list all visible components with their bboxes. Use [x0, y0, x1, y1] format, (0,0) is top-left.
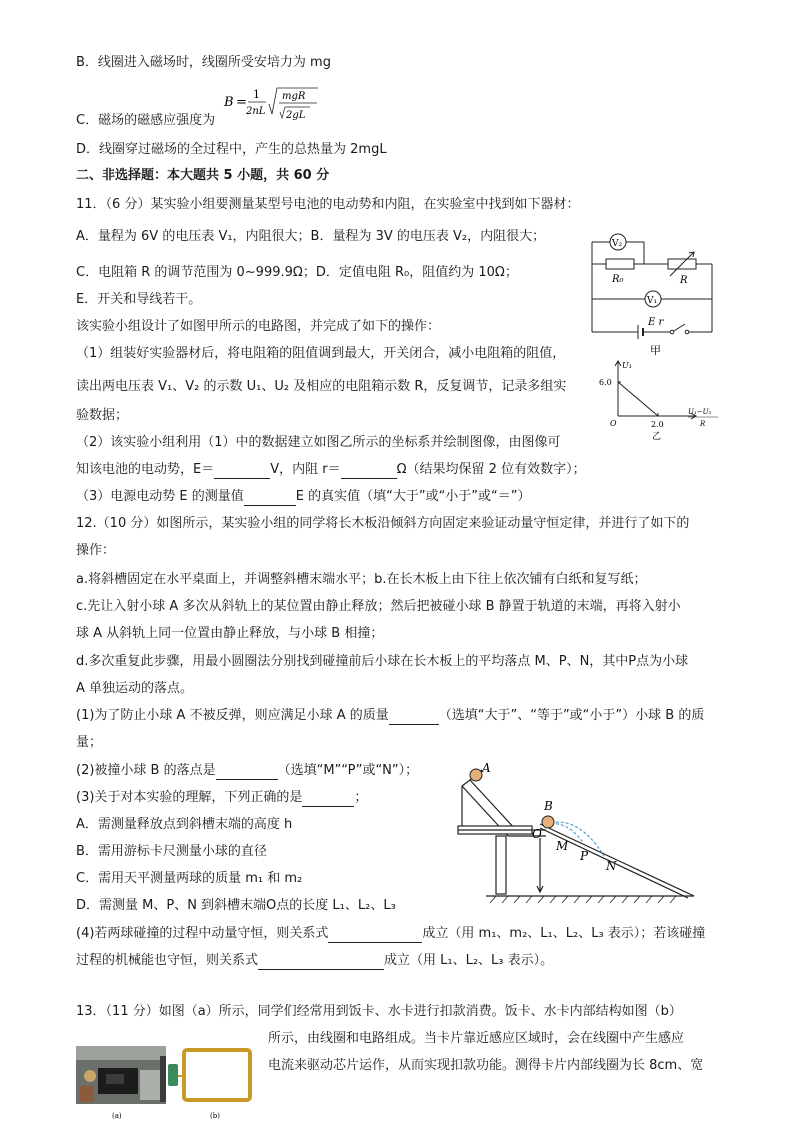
- q12-part4-line1: (4)若两球碰撞的过程中动量守恒，则关系式 成立（用 m₁、m₂、L₁、L₂、L₃ 表示）；若该碰撞: [76, 926, 706, 941]
- svg-text:2nL: 2nL: [246, 106, 266, 117]
- ball-b: [542, 816, 554, 828]
- battery-label: E r: [648, 317, 664, 328]
- q11-part3: （3）电源电动势 E 的测量值 E 的真实值（填“大于”或“小于”或“＝”）: [76, 489, 531, 504]
- origin-label: O: [610, 419, 617, 428]
- formula-b-field: [222, 82, 332, 134]
- u1-graph: [596, 356, 720, 442]
- q11-option-ab: A．量程为 6V 的电压表 V₁，内阻很大；B．量程为 3V 的电压表 V₂，内阻很大；: [76, 229, 546, 244]
- q12-option-d: D．需测量 M、P、N 到斜槽末端O点的长度 L₁、L₂、L₃: [76, 898, 396, 913]
- data-line: [618, 382, 658, 416]
- q12-part3: (3)关于对本实验的理解，下列正确的是 ；: [76, 790, 368, 805]
- card-photos: [76, 1044, 256, 1126]
- option-d-previous: D．线圈穿过磁场的全过程中，产生的总热量为 2mgL: [76, 142, 387, 157]
- q11-option-e: E．开关和导线若干。: [76, 292, 202, 307]
- q11-part1-line3: 验数据；: [76, 408, 129, 423]
- q12-option-b: B．需用游标卡尺测量小球的直径: [76, 844, 267, 859]
- answer-blank-choice[interactable]: [302, 792, 354, 807]
- section-heading: 二、非选择题：本大题共 5 小题，共 60 分: [76, 168, 330, 183]
- circuit-diagram: [590, 228, 720, 364]
- voltmeter-v2-label: V₂: [612, 239, 623, 249]
- q12-stem-cont: 操作：: [76, 543, 116, 558]
- q12-step-c2: 球 A 从斜轨上同一位置由静止释放，与小球 B 相撞；: [76, 626, 384, 641]
- caption-b: (b): [210, 1112, 220, 1120]
- x-axis-label-numerator: U₁−U₂: [688, 408, 712, 416]
- incline-apparatus: [456, 758, 696, 916]
- figure-jia-caption: 甲: [650, 344, 661, 357]
- q12-part1: (1)为了防止小球 A 不被反弹，则应满足小球 A 的质量 （选填“大于”、“等于”或“小于”）小球 B 的质: [76, 708, 705, 723]
- svg-text:1: 1: [253, 88, 260, 101]
- q13-line1: 13．（11 分）如图（a）所示，同学们经常用到饭卡、水卡进行扣款消费。饭卡、水卡内部结构如图（b）: [76, 1004, 682, 1019]
- label-o: O: [532, 827, 542, 841]
- answer-blank-compare[interactable]: [244, 491, 296, 506]
- answer-blank-resistance[interactable]: [341, 464, 397, 479]
- ball-a: [470, 769, 482, 781]
- q12-step-d2: A 单独运动的落点。: [76, 681, 194, 696]
- x-tick-label: 2.0: [651, 420, 664, 429]
- answer-blank-emf[interactable]: [214, 464, 270, 479]
- q13-line3: 电流来驱动芯片运作，从而实现扣款功能。测得卡片内部线圈为长 8cm、宽: [268, 1058, 704, 1073]
- option-b-previous: B．线圈进入磁场时，线圈所受安培力为 mg: [76, 55, 331, 70]
- q12-step-d1: d.多次重复此步骤，用最小圆圈法分别找到碰撞前后小球在长木板上的平均落点 M、P、N，其中P点为小球: [76, 654, 689, 669]
- answer-blank-landing[interactable]: [216, 765, 278, 780]
- voltmeter-v1-label: V₁: [647, 296, 658, 306]
- answer-blank-energy[interactable]: [258, 955, 384, 970]
- q13-line2: 所示，由线圈和电路组成。当卡片靠近感应区域时，会在线圈中产生感应: [268, 1031, 685, 1046]
- label-p: P: [580, 849, 589, 863]
- figure-yi-caption: 乙: [652, 432, 662, 442]
- svg-text:B: B: [224, 95, 234, 110]
- q11-stem: 11．（6 分）某实验小组要测量某型号电池的电动势和内阻，在实验室中找到如下器材：: [76, 197, 580, 212]
- q11-option-cd: C．电阻箱 R 的调节范围为 0~999.9Ω；D．定值电阻 R₀，阻值约为 10Ω；: [76, 265, 518, 280]
- q11-part1-line1: （1）组装好实验器材后，将电阻箱的阻值调到最大，开关闭合，减小电阻箱的阻值，: [76, 346, 566, 361]
- resistor-r-label: R: [680, 275, 688, 286]
- q12-part2: (2)被撞小球 B 的落点是 （选填“M”“P”或“N”）；: [76, 763, 419, 778]
- svg-text:=: =: [236, 95, 247, 110]
- q12-step-a: a.将斜槽固定在水平桌面上，并调整斜槽末端水平；b.在长木板上由下往上依次铺有白纸和复写纸；: [76, 572, 647, 587]
- q12-step-c1: c.先让入射小球 A 多次从斜轨上的某位置由静止释放；然后把被碰小球 B 静置于轨道的末端，再将入射小: [76, 599, 681, 614]
- q11-part2-line2: 知该电池的电动势，E＝ V，内阻 r＝ Ω（结果均保留 2 位有效数字）；: [76, 462, 586, 477]
- q12-part1-cont: 量；: [76, 735, 103, 750]
- answer-blank-mass[interactable]: [389, 710, 439, 725]
- resistor-r0-label: R₀: [612, 274, 624, 285]
- svg-text:mgR: mgR: [282, 91, 306, 102]
- q11-part2-line1: （2）该实验小组利用（1）中的数据建立如图乙所示的坐标系并绘制图像，由图像可: [76, 435, 561, 450]
- label-b: B: [544, 799, 553, 813]
- answer-blank-momentum[interactable]: [328, 928, 422, 943]
- graph-figure: [596, 356, 720, 446]
- label-m: M: [556, 839, 569, 853]
- q12-option-a: A．需测量释放点到斜槽末端的高度 h: [76, 817, 293, 832]
- y-axis-label: U₁: [622, 361, 632, 370]
- q11-design: 该实验小组设计了如图甲所示的电路图，并完成了如下的操作：: [76, 319, 441, 334]
- q12-option-c: C．需用天平测量两球的质量 m₁ 和 m₂: [76, 871, 303, 886]
- q12-stem: 12.（10 分）如图所示，某实验小组的同学将长木板沿倾斜方向固定来验证动量守恒定律，并进行了如下的: [76, 516, 690, 531]
- x-axis-label-denominator: R: [700, 420, 706, 428]
- y-tick-label: 6.0: [599, 378, 612, 387]
- label-n: N: [606, 859, 617, 873]
- label-a: A: [482, 761, 491, 775]
- q11-part1-line2: 读出两电压表 V₁、V₂ 的示数 U₁、U₂ 及相应的电阻箱示数 R，反复调节，记录多组实: [76, 379, 567, 394]
- option-c-previous: C．磁场的磁感应强度为: [76, 113, 216, 128]
- caption-a: (a): [112, 1112, 122, 1120]
- q12-part4-line2: 过程的机械能也守恒，则关系式 成立（用 L₁、L₂、L₃ 表示）。: [76, 953, 554, 968]
- svg-text:2gL: 2gL: [286, 110, 306, 121]
